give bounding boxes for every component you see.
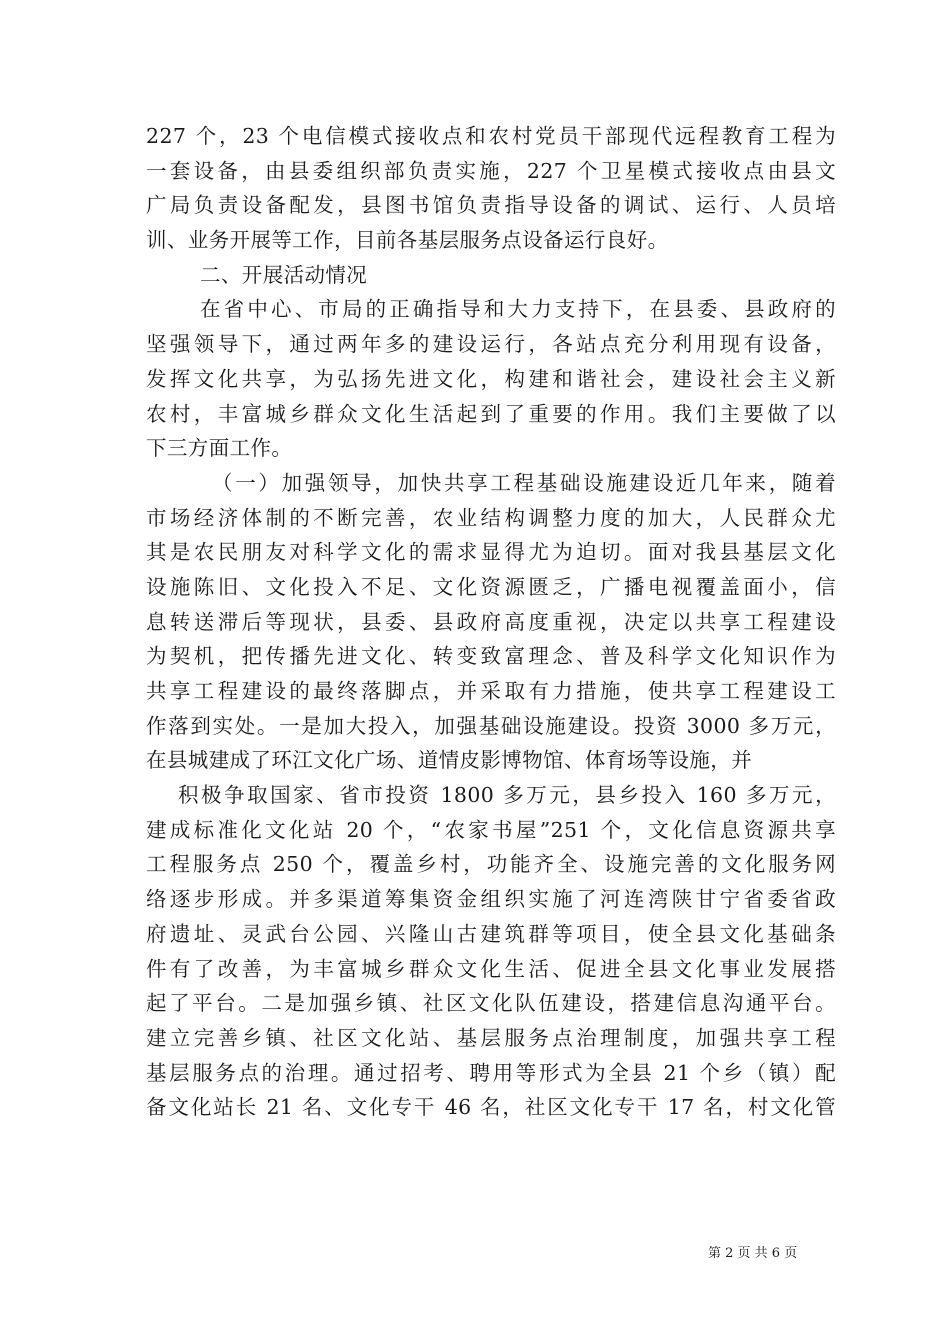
text-line: 工程服务点 250 个，覆盖乡村，功能齐全、设施完善的文化服务网 [146, 852, 836, 877]
text-line: 为契机，把传播先进文化、转变致富理念、普及科学文化知识作为 [146, 644, 836, 669]
text-line: 在县城建成了环江文化广场、道情皮影博物馆、体育场等设施，并 [146, 748, 753, 773]
text-line: 作落到实处。一是加大投入，加强基础设施建设。投资 3000 多万元， [146, 713, 836, 738]
text-line: 市场经济体制的不断完善，农业结构调整力度的加大，人民群众尤 [146, 505, 836, 530]
text-line: 基层服务点的治理。通过招考、聘用等形式为全县 21 个乡（镇）配 [146, 1060, 836, 1085]
text-line: 在省中心、市局的正确指导和大力支持下，在县委、县政府的 [200, 297, 836, 322]
text-line: 件有了改善，为丰富城乡群众文化生活、促进全县文化事业发展搭 [146, 956, 836, 981]
text-line: 其是农民朋友对科学文化的需求显得尤为迫切。面对我县基层文化 [146, 540, 836, 565]
text-line: 设施陈旧、文化投入不足、文化资源匮乏，广播电视覆盖面小，信 [146, 574, 836, 599]
text-line: 227 个，23 个电信模式接收点和农村党员干部现代远程教育工程为 [146, 124, 836, 148]
text-line: 息转送滞后等现状，县委、县政府高度重视，决定以共享工程建设 [146, 609, 836, 634]
text-line: 农村，丰富城乡群众文化生活起到了重要的作用。我们主要做了以 [146, 401, 836, 426]
text-line: 共享工程建设的最终落脚点，并采取有力措施，使共享工程建设工 [146, 679, 836, 703]
text-line: 坚强领导下，通过两年多的建设运行，各站点充分利用现有设备， [146, 332, 836, 357]
text-line: 府遗址、灵武台公园、兴隆山古建筑群等项目，使全县文化基础条 [146, 921, 836, 946]
page-number-footer: 第 2 页 共 6 页 [708, 1246, 798, 1261]
text-line: 备文化站长 21 名、文化专干 46 名，社区文化专干 17 名，村文化管 [146, 1095, 836, 1120]
section-heading: 二、开展活动情况 [200, 262, 368, 287]
text-line: 发挥文化共享，为弘扬先进文化，构建和谐社会，建设社会主义新 [146, 366, 836, 391]
text-line: 积极争取国家、省市投资 1800 多万元，县乡投入 160 多万元， [178, 783, 836, 808]
text-line: 起了平台。二是加强乡镇、社区文化队伍建设，搭建信息沟通平台。 [146, 991, 836, 1016]
text-line: 训、业务开展等工作，目前各基层服务点设备运行良好。 [146, 228, 669, 253]
text-line: （一）加强领导，加快共享工程基础设施建设近几年来，随着 [212, 470, 836, 495]
text-line: 建成标准化文化站 20 个，“农家书屋”251 个，文化信息资源共享 [146, 817, 836, 842]
text-line: 建立完善乡镇、社区文化站、基层服务点治理制度，加强共享工程 [146, 1025, 836, 1050]
document-body [146, 119, 836, 1125]
text-line: 络逐步形成。并多渠道筹集资金组织实施了河连湾陕甘宁省委省政 [146, 887, 836, 912]
text-line: 下三方面工作。 [146, 436, 293, 461]
text-line: 一套设备，由县委组织部负责实施，227 个卫星模式接收点由县文 [146, 158, 836, 183]
text-line: 广局负责设备配发，县图书馆负责指导设备的调试、运行、人员培 [146, 193, 836, 218]
